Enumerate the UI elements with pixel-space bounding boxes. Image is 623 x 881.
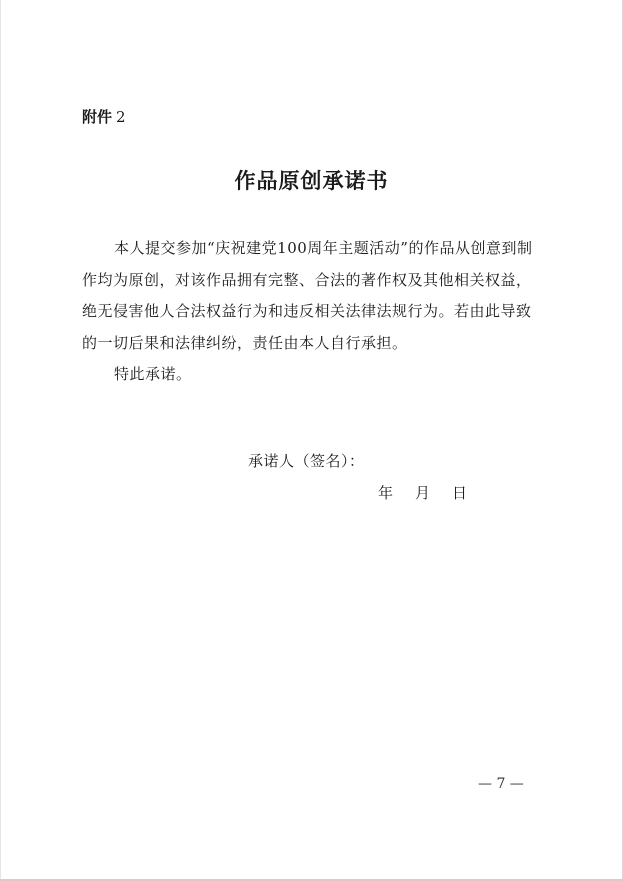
body-paragraph-closing: 特此承诺。 bbox=[114, 365, 192, 383]
date-line bbox=[378, 482, 467, 504]
date-day-label: 日 bbox=[452, 484, 468, 502]
attachment-label: 附件 bbox=[82, 108, 113, 126]
attachment-number: 2 bbox=[116, 108, 126, 126]
attachment-heading bbox=[82, 107, 126, 127]
signature-line: 承诺人（签名）： bbox=[248, 452, 365, 470]
page-number: — 7 — bbox=[478, 776, 524, 792]
document-title: 作品原创承诺书 bbox=[234, 169, 389, 193]
date-year-label: 年 bbox=[378, 484, 394, 502]
document-body bbox=[82, 233, 542, 391]
page-left-edge bbox=[0, 0, 1, 881]
body-paragraph-commitment: 本人提交参加“庆祝建党100周年主题活动”的作品从创意到制作均为原创，对该作品拥有完整、合法的著作权及其他相关权益，绝无侵害他人合法权益行为和违反相关法律法规行为。若由此导致的一切后果和法律纠纷，责任由本人自行承担。 bbox=[82, 239, 533, 352]
date-month-label: 月 bbox=[415, 484, 431, 502]
